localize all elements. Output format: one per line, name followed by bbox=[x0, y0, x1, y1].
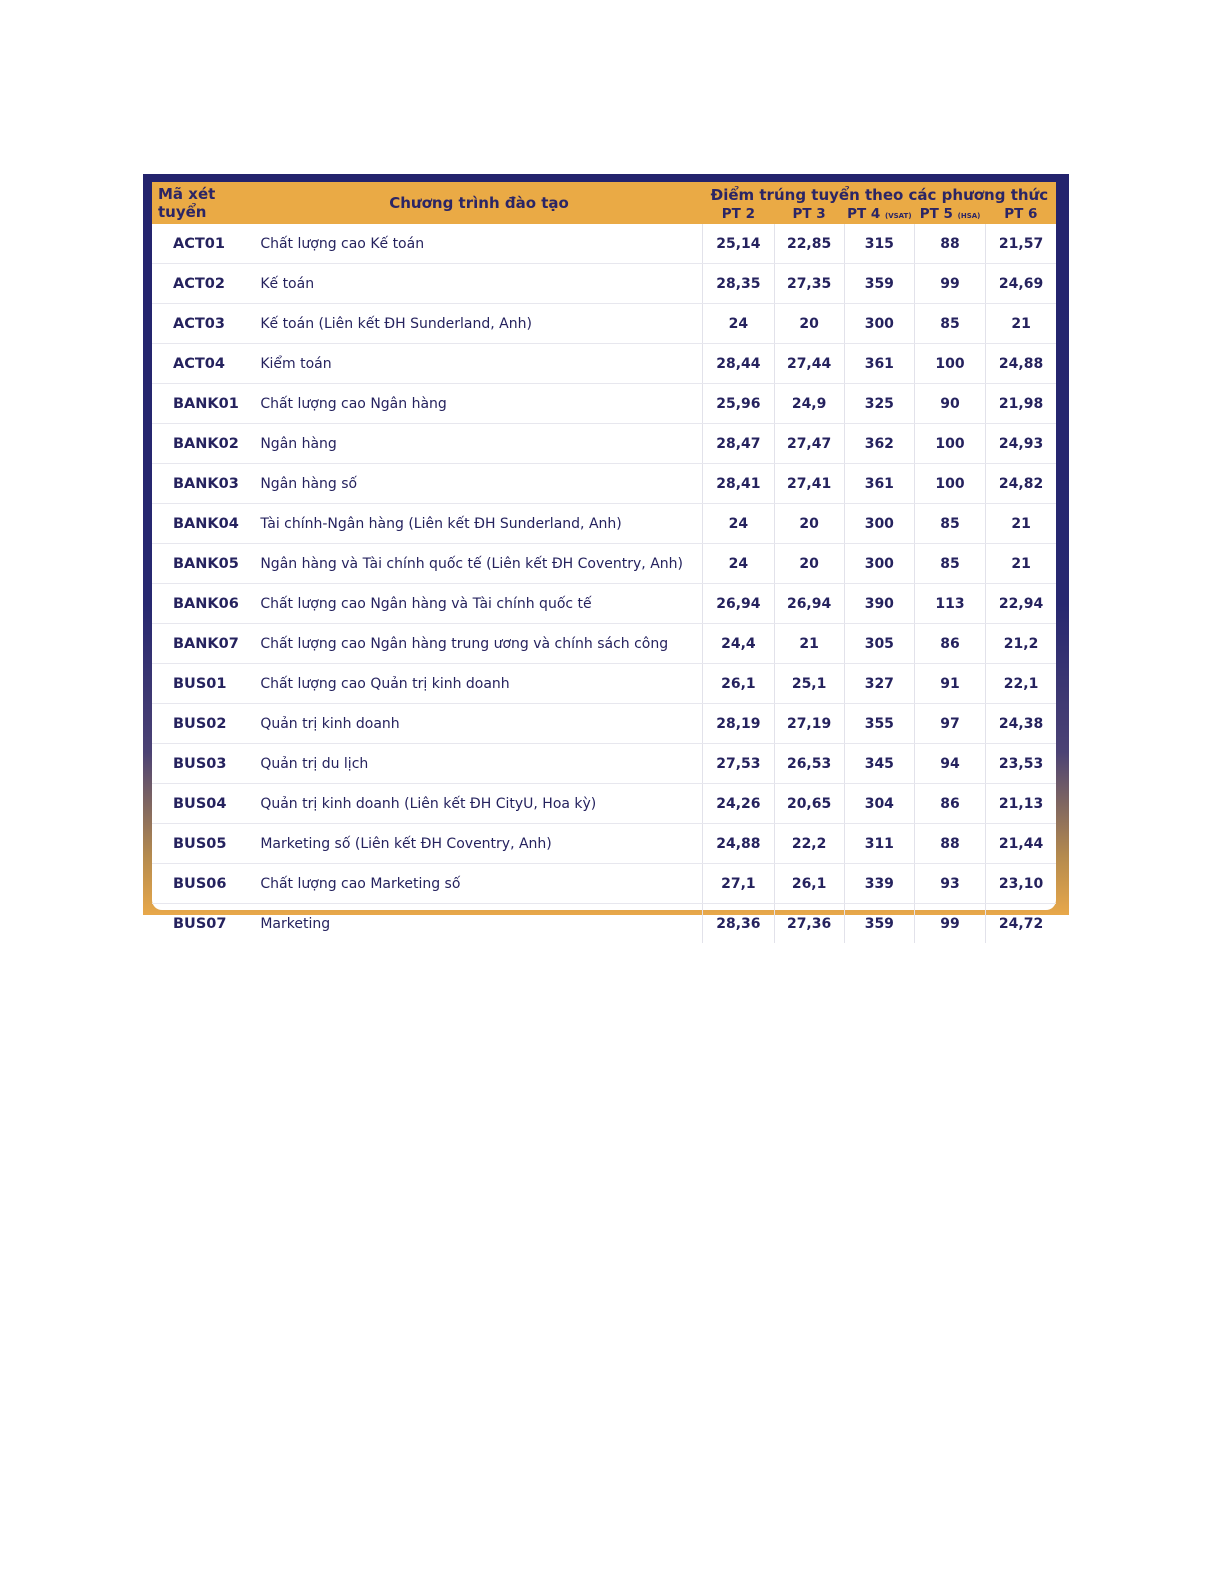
cell-score: 24,88 bbox=[986, 344, 1056, 384]
cell-code: ACT01 bbox=[152, 224, 255, 264]
cell-program: Kế toán (Liên kết ĐH Sunderland, Anh) bbox=[255, 304, 702, 344]
cell-score: 85 bbox=[914, 504, 985, 544]
table-row bbox=[152, 264, 1056, 304]
cell-score: 97 bbox=[914, 704, 985, 744]
cell-score: 27,44 bbox=[774, 344, 844, 384]
table-row bbox=[152, 224, 1056, 264]
cell-score: 93 bbox=[914, 864, 985, 904]
cell-score: 305 bbox=[844, 624, 914, 664]
cell-score: 24,4 bbox=[703, 624, 774, 664]
cell-score: 20 bbox=[774, 544, 844, 584]
table-container bbox=[152, 182, 1056, 932]
cell-score: 25,1 bbox=[774, 664, 844, 704]
header-method: PT 2 bbox=[703, 204, 774, 224]
cell-code: ACT04 bbox=[152, 344, 255, 384]
table-row bbox=[152, 624, 1056, 664]
table-row bbox=[152, 384, 1056, 424]
cell-score: 23,53 bbox=[986, 744, 1056, 784]
cell-code: BANK03 bbox=[152, 464, 255, 504]
cell-score: 325 bbox=[844, 384, 914, 424]
cell-score: 85 bbox=[914, 544, 985, 584]
cell-score: 345 bbox=[844, 744, 914, 784]
table-row bbox=[152, 424, 1056, 464]
cell-program: Marketing số (Liên kết ĐH Coventry, Anh) bbox=[255, 824, 702, 864]
header-program: Chương trình đào tạo bbox=[255, 182, 702, 224]
table-row bbox=[152, 704, 1056, 744]
cell-score: 21,44 bbox=[986, 824, 1056, 864]
cell-score: 362 bbox=[844, 424, 914, 464]
cell-score: 315 bbox=[844, 224, 914, 264]
table-row bbox=[152, 464, 1056, 504]
cell-score: 99 bbox=[914, 904, 985, 944]
cell-score: 25,14 bbox=[703, 224, 774, 264]
cell-program: Quản trị kinh doanh (Liên kết ĐH CityU, Hoa kỳ) bbox=[255, 784, 702, 824]
cell-score: 311 bbox=[844, 824, 914, 864]
cell-score: 27,36 bbox=[774, 904, 844, 944]
cell-score: 24,93 bbox=[986, 424, 1056, 464]
cell-score: 88 bbox=[914, 224, 985, 264]
cell-score: 21,2 bbox=[986, 624, 1056, 664]
cell-code: BUS07 bbox=[173, 915, 227, 932]
table-row bbox=[152, 744, 1056, 784]
cell-score: 24,26 bbox=[703, 784, 774, 824]
cell-score: 20 bbox=[774, 304, 844, 344]
cell-score: 359 bbox=[844, 264, 914, 304]
cell-score: 24 bbox=[703, 304, 774, 344]
cell-program: Chất lượng cao Ngân hàng bbox=[255, 384, 702, 424]
table-row bbox=[152, 304, 1056, 344]
cell-code: BUS04 bbox=[152, 784, 255, 824]
cell-score: 22,85 bbox=[774, 224, 844, 264]
cell-score: 22,94 bbox=[986, 584, 1056, 624]
cell-score: 27,41 bbox=[774, 464, 844, 504]
header-methods-group: Điểm trúng tuyển theo các phương thức bbox=[703, 182, 1056, 204]
header-method: PT 6 bbox=[986, 204, 1056, 224]
cell-score: 91 bbox=[914, 664, 985, 704]
cell-program: Chất lượng cao Marketing số bbox=[255, 864, 702, 904]
cell-program: Kiểm toán bbox=[255, 344, 702, 384]
cell-score: 304 bbox=[844, 784, 914, 824]
table-row bbox=[152, 584, 1056, 624]
cell-score: 21,98 bbox=[986, 384, 1056, 424]
cell-score: 26,53 bbox=[774, 744, 844, 784]
cell-score: 24,69 bbox=[986, 264, 1056, 304]
cell-program: Quản trị du lịch bbox=[255, 744, 702, 784]
cell-score: 88 bbox=[914, 824, 985, 864]
cell-score: 327 bbox=[844, 664, 914, 704]
cell-score: 85 bbox=[914, 304, 985, 344]
cell-score: 300 bbox=[844, 504, 914, 544]
cell-score: 28,47 bbox=[703, 424, 774, 464]
cell-score: 27,35 bbox=[774, 264, 844, 304]
cell-code: BUS02 bbox=[152, 704, 255, 744]
cell-program: Chất lượng cao Kế toán bbox=[255, 224, 702, 264]
cell-code: ACT03 bbox=[152, 304, 255, 344]
table-row bbox=[152, 664, 1056, 704]
cell-code: BANK07 bbox=[152, 624, 255, 664]
cell-score: 26,94 bbox=[774, 584, 844, 624]
cell-code: BANK04 bbox=[152, 504, 255, 544]
cell-score: 28,44 bbox=[703, 344, 774, 384]
cell-program: Ngân hàng số bbox=[255, 464, 702, 504]
cell-score: 113 bbox=[914, 584, 985, 624]
cell-score: 26,94 bbox=[703, 584, 774, 624]
table-body bbox=[152, 224, 1056, 943]
cell-score: 28,41 bbox=[703, 464, 774, 504]
cell-score: 24,38 bbox=[986, 704, 1056, 744]
cell-program: Tài chính-Ngân hàng (Liên kết ĐH Sunderland, Anh) bbox=[255, 504, 702, 544]
cell-code: BUS03 bbox=[152, 744, 255, 784]
cell-score: 22,1 bbox=[986, 664, 1056, 704]
cell-score: 27,19 bbox=[774, 704, 844, 744]
cell-score: 86 bbox=[914, 624, 985, 664]
cell-score: 22,2 bbox=[774, 824, 844, 864]
table-row bbox=[152, 784, 1056, 824]
cell-code: BUS06 bbox=[152, 864, 255, 904]
header-method: PT 5 (HSA) bbox=[914, 204, 985, 224]
cell-score: 100 bbox=[914, 424, 985, 464]
cell-program: Ngân hàng và Tài chính quốc tế (Liên kết ĐH Coventry, Anh) bbox=[255, 544, 702, 584]
table-header bbox=[152, 182, 1056, 224]
cell-program: Chất lượng cao Ngân hàng và Tài chính quốc tế bbox=[255, 584, 702, 624]
cell-score: 21 bbox=[986, 504, 1056, 544]
cell-score: 100 bbox=[914, 344, 985, 384]
cell-score: 24 bbox=[703, 504, 774, 544]
cell-code: BANK02 bbox=[152, 424, 255, 464]
cell-score: 23,10 bbox=[986, 864, 1056, 904]
table-row bbox=[152, 544, 1056, 584]
cell-score: 20,65 bbox=[774, 784, 844, 824]
cell-score: 27,47 bbox=[774, 424, 844, 464]
cell-code: BUS05 bbox=[152, 824, 255, 864]
table-row bbox=[152, 864, 1056, 904]
cell-score: 26,1 bbox=[774, 864, 844, 904]
cell-score: 21 bbox=[986, 544, 1056, 584]
cell-score: 28,35 bbox=[703, 264, 774, 304]
cell-score: 390 bbox=[844, 584, 914, 624]
cell-score: 361 bbox=[844, 464, 914, 504]
cell-score: 24,72 bbox=[998, 915, 1044, 932]
cell-program: Chất lượng cao Ngân hàng trung ương và chính sách công bbox=[255, 624, 702, 664]
cell-score: 99 bbox=[914, 264, 985, 304]
cell-score: 24,88 bbox=[703, 824, 774, 864]
cell-score: 21,13 bbox=[986, 784, 1056, 824]
cell-score: 90 bbox=[914, 384, 985, 424]
cell-score: 300 bbox=[844, 304, 914, 344]
cell-score: 27,1 bbox=[703, 864, 774, 904]
header-code: Mã xét tuyển bbox=[152, 182, 255, 224]
cell-program: Chất lượng cao Quản trị kinh doanh bbox=[255, 664, 702, 704]
cell-score: 24,9 bbox=[774, 384, 844, 424]
cell-program: Marketing bbox=[255, 904, 702, 944]
cell-score: 24,82 bbox=[986, 464, 1056, 504]
cell-score: 94 bbox=[914, 744, 985, 784]
table-row bbox=[152, 344, 1056, 384]
cell-score: 20 bbox=[774, 504, 844, 544]
cell-code: BANK01 bbox=[152, 384, 255, 424]
cell-score: 359 bbox=[844, 904, 914, 944]
cell-score: 21 bbox=[774, 624, 844, 664]
admission-score-table bbox=[152, 182, 1056, 943]
cell-program: Quản trị kinh doanh bbox=[255, 704, 702, 744]
cell-score: 28,36 bbox=[703, 904, 774, 944]
table-row bbox=[152, 824, 1056, 864]
cell-score: 26,1 bbox=[703, 664, 774, 704]
cell-score: 86 bbox=[914, 784, 985, 824]
cell-score: 361 bbox=[844, 344, 914, 384]
cell-score: 25,96 bbox=[703, 384, 774, 424]
cell-score: 24 bbox=[703, 544, 774, 584]
header-method: PT 4 (VSAT) bbox=[844, 204, 914, 224]
cell-score: 27,53 bbox=[703, 744, 774, 784]
table-row bbox=[152, 904, 1056, 944]
header-method: PT 3 bbox=[774, 204, 844, 224]
cell-program: Ngân hàng bbox=[255, 424, 702, 464]
cell-code: BANK05 bbox=[152, 544, 255, 584]
cell-program: Kế toán bbox=[255, 264, 702, 304]
cell-score: 21 bbox=[986, 304, 1056, 344]
cell-score: 355 bbox=[844, 704, 914, 744]
cell-code: ACT02 bbox=[152, 264, 255, 304]
cell-code: BANK06 bbox=[152, 584, 255, 624]
cell-score: 339 bbox=[844, 864, 914, 904]
score-table-card bbox=[143, 174, 1069, 932]
table-row bbox=[152, 504, 1056, 544]
cell-code: BUS01 bbox=[152, 664, 255, 704]
cell-score: 300 bbox=[844, 544, 914, 584]
cell-score: 100 bbox=[914, 464, 985, 504]
cell-score: 21,57 bbox=[986, 224, 1056, 264]
cell-score: 28,19 bbox=[703, 704, 774, 744]
